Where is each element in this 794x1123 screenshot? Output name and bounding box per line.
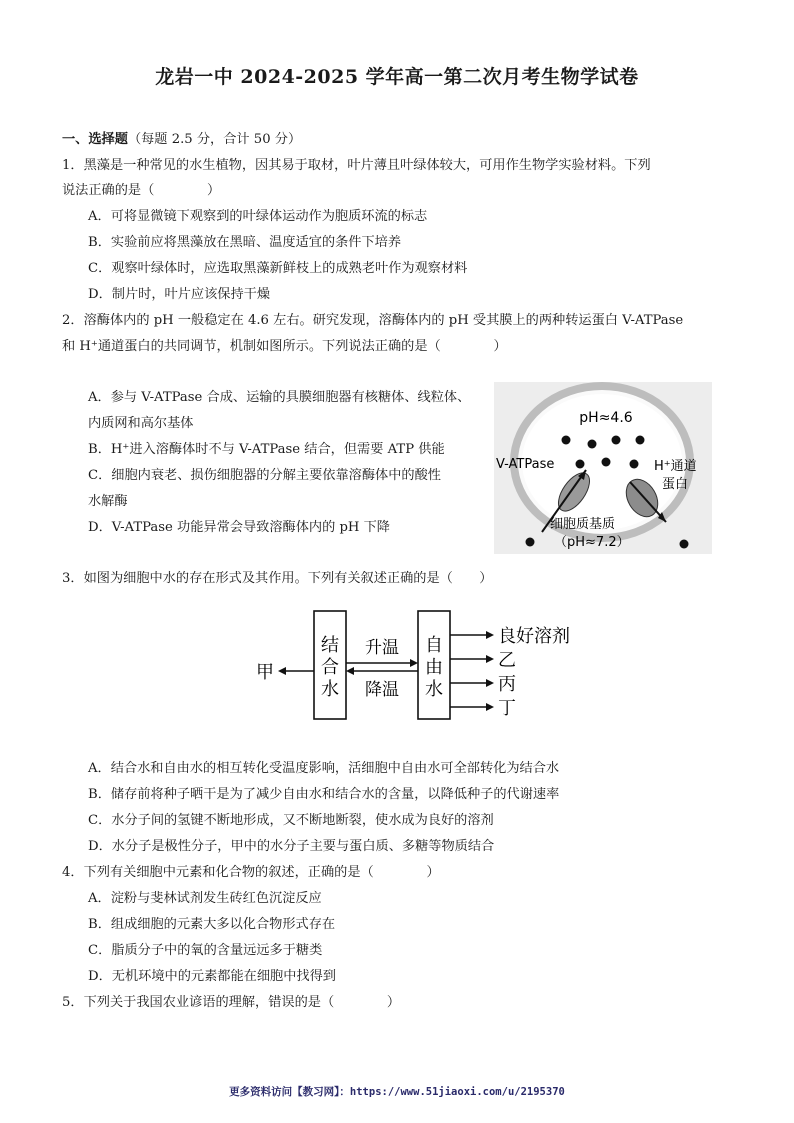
h-ion — [630, 460, 639, 469]
v-atpase-label: V-ATPase — [496, 457, 555, 472]
output-good-solvent: 良好溶剂 — [498, 626, 570, 647]
cool-label: 降温 — [365, 680, 399, 700]
free-water-output-arrow-heads — [486, 631, 494, 711]
q4-option-b: B．组成细胞的元素大多以化合物形式存在 — [88, 917, 336, 932]
footer-link[interactable]: 更多资料访问【教习网】：https://www.51jiaoxi.com/u/2195370 — [229, 1086, 565, 1098]
matrix-label: 细胞质基质 — [550, 517, 616, 532]
q1-option-b: B．实验前应将黑藻放在黑暗、温度适宜的条件下培养 — [88, 235, 402, 250]
q2-stem-line-2: 和 H⁺通道蛋白的共同调节，机制如图所示。下列说法正确的是（ ） — [62, 339, 507, 354]
output-bing: 丙 — [498, 674, 516, 695]
q1-option-a: A．可将显微镜下观察到的叶绿体运动作为胞质环流的标志 — [88, 209, 428, 224]
q3-option-a: A．结合水和自由水的相互转化受温度影响，活细胞中自由水可全部转化为结合水 — [88, 761, 560, 776]
q1-option-d: D．制片时，叶片应该保持干燥 — [88, 287, 271, 302]
q3-stem: 3．如图为细胞中水的存在形式及其作用。下列有关叙述正确的是（ ） — [62, 571, 493, 586]
q2-option-c-line-1: C．细胞内衰老、损伤细胞器的分解主要依靠溶酶体中的酸性 — [88, 468, 441, 483]
section-note: （每题 2.5 分，合计 50 分） — [127, 132, 302, 147]
free-water-char-1: 自 — [425, 635, 443, 656]
h-ion — [562, 436, 571, 445]
h-ion — [602, 458, 611, 467]
q3-option-b: B．储存前将种子晒干是为了减少自由水和结合水的含量，以降低种子的代谢速率 — [88, 787, 560, 802]
q3-option-d: D．水分子是极性分子，甲中的水分子主要与蛋白质、多糖等物质结合 — [88, 839, 495, 854]
q4-option-a: A．淀粉与斐林试剂发生砖红色沉淀反应 — [88, 891, 322, 906]
h-ion — [680, 540, 689, 549]
arrow-head — [486, 703, 494, 711]
inner-ph-label: pH≈4.6 — [579, 410, 633, 426]
free-water-char-3: 水 — [425, 679, 443, 700]
arrow-head — [486, 631, 494, 639]
q5-stem: 5．下列关于我国农业谚语的理解，错误的是（ ） — [62, 995, 401, 1010]
h-ion — [576, 460, 585, 469]
page-title: 龙岩一中 2024-2025 学年高一第二次月考生物学试卷 — [155, 66, 639, 88]
q1-stem-line-1: 1．黑藻是一种常见的水生植物，因其易于取材，叶片薄且叶绿体较大，可用作生物学实验材料。下列 — [62, 158, 651, 173]
section-heading: 一、选择题 — [62, 132, 128, 147]
heat-label: 升温 — [365, 638, 399, 658]
q2-option-c-line-2: 水解酶 — [88, 494, 128, 509]
arrow-head — [486, 655, 494, 663]
h-ion — [612, 436, 621, 445]
bound-water-char-3: 水 — [321, 679, 339, 700]
q2-option-a-line-2: 内质网和高尔基体 — [88, 416, 194, 431]
h-ion — [588, 440, 597, 449]
h-ion — [636, 436, 645, 445]
output-yi: 乙 — [498, 650, 516, 671]
q2-stem-line-1: 2．溶酶体内的 pH 一般稳定在 4.6 左右。研究发现，溶酶体内的 pH 受其膜上的两种转运蛋白 V-ATPase — [62, 313, 684, 328]
free-water-output-arrows — [450, 635, 488, 707]
cool-arrow-head — [346, 667, 354, 675]
bound-water-char-1: 结 — [321, 635, 339, 656]
q3-option-c: C．水分子间的氢键不断地形成，又不断地断裂，使水成为良好的溶剂 — [88, 813, 494, 828]
q1-option-c: C．观察叶绿体时，应选取黑藻新鲜枝上的成熟老叶作为观察材料 — [88, 261, 468, 276]
h-channel-label-1: H⁺通道 — [654, 459, 697, 474]
arrow-head — [486, 679, 494, 687]
q2-option-b: B．H⁺进入溶酶体时不与 V-ATPase 结合，但需要 ATP 供能 — [88, 442, 445, 457]
lysosome-diagram — [494, 382, 712, 554]
water-forms-diagram — [244, 605, 584, 723]
heat-arrow-head — [410, 659, 418, 667]
q1-stem-line-2: 说法正确的是（ ） — [62, 183, 221, 198]
output-ding: 丁 — [498, 698, 516, 719]
q2-option-d: D．V-ATPase 功能异常会导致溶酶体内的 pH 下降 — [88, 520, 390, 535]
section-heading-line — [62, 131, 301, 149]
matrix-ph-label: （pH≈7.2） — [554, 535, 630, 550]
q4-option-c: C．脂质分子中的氧的含量远远多于糖类 — [88, 943, 323, 958]
q4-option-d: D．无机环境中的元素都能在细胞中找得到 — [88, 969, 336, 984]
h-channel-label-2: 蛋白 — [662, 477, 689, 492]
bound-water-char-2: 合 — [321, 657, 339, 678]
q4-stem: 4．下列有关细胞中元素和化合物的叙述，正确的是（ ） — [62, 865, 440, 880]
free-water-char-2: 由 — [425, 657, 443, 678]
output-jia: 甲 — [256, 662, 274, 683]
q2-option-a-line-1: A．参与 V-ATPase 合成、运输的具膜细胞器有核糖体、线粒体、 — [88, 390, 471, 405]
jia-arrow-head — [278, 667, 286, 675]
h-ion — [526, 538, 535, 547]
